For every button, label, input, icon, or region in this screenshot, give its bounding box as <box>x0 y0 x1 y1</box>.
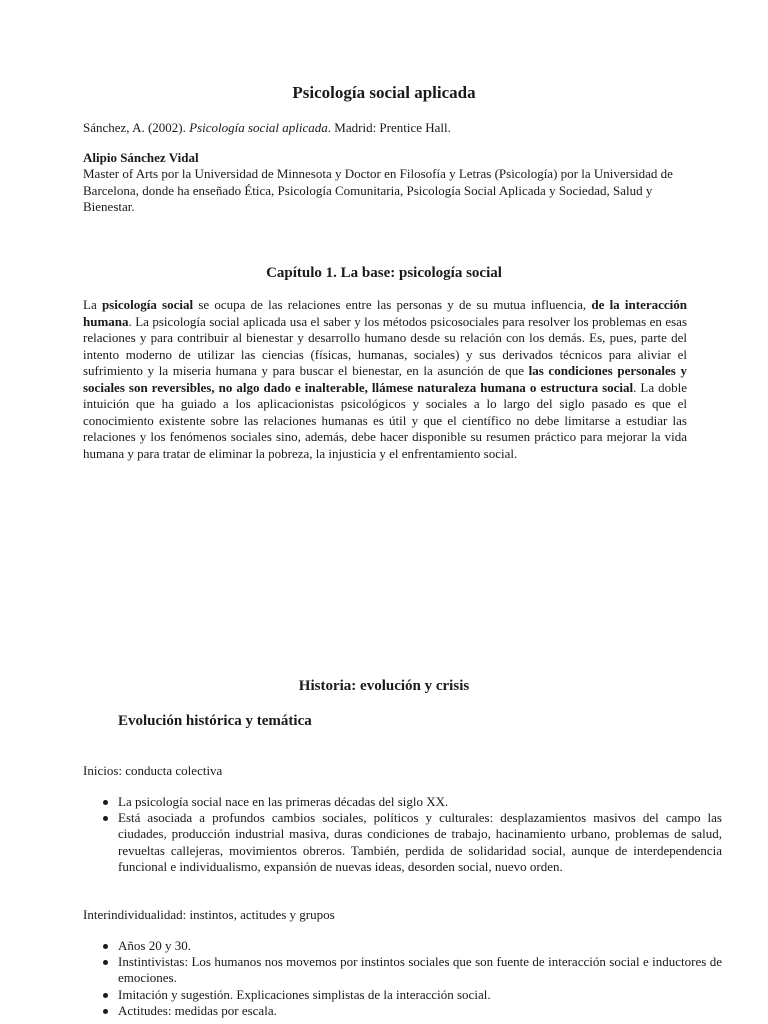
reference-author-year: Sánchez, A. (2002). <box>83 120 190 135</box>
list-item: Actitudes: medidas por escala. <box>118 1003 722 1019</box>
bullet-list-interindividualidad <box>83 938 722 1019</box>
section-title: Historia: evolución y crisis <box>298 678 470 694</box>
author-name: Alipio Sánchez Vidal <box>83 150 199 165</box>
paragraph-text: se ocupa de las relaciones entre las personas y de su mutua influencia, <box>193 297 592 312</box>
reference-publisher: . Madrid: Prentice Hall. <box>327 120 451 135</box>
paragraph-text: . La doble intuición que ha guiado a los aplicacionistas psicológicos y sociales a lo largo del siglo pasado es que el conocimiento existente sobre las relaciones humanas es útil y que el científico no debe limitarse a estudiar las relaciones y los fenómenos sociales sino, además, debe hacer disponible su resumen práctico para mejorar la vida humana y para tratar de eliminar la pobreza, la injusticia y el enfrentamiento social. <box>83 379 687 461</box>
chapter-title: Capítulo 1. La base: psicología social <box>266 265 502 281</box>
bullet-list-inicios <box>83 794 722 875</box>
paragraph-text: . La psicología social aplicada usa el saber y los métodos psicosociales para resolver los problemas en esas relaciones y para contribuir al bienestar y desarrollo humano desde su relación con los demás. Es, pues, parte del intento moderno de utilizar las ciencias (físicas, humanas, sociales) y sus derivados técnicos para aliviar el sufrimiento y la miseria humana y para buscar el bienestar, en la asunción de que <box>83 313 687 378</box>
intro-paragraph <box>83 297 687 462</box>
list-item: Años 20 y 30. <box>118 938 722 954</box>
paragraph-bold-term: las condiciones personales y sociales son reversibles, no algo dado e inalterable, llámese naturaleza humana o estructura social <box>83 363 687 395</box>
author-bio: Master of Arts por la Universidad de Minnesota y Doctor en Filosofía y Letras (Psicología) por la Universidad de Barcelona, donde ha enseñado Ética, Psicología Comunitaria, Psicología Social Aplicada y Sociedad, Salud y Bienestar. <box>83 166 673 214</box>
reference-book-title: Psicología social aplicada <box>189 120 328 135</box>
paragraph-bold-term: psicología social <box>101 297 194 312</box>
subsection-title: Evolución histórica y temática <box>118 713 312 729</box>
list-item: Imitación y sugestión. Explicaciones simplistas de la interacción social. <box>118 987 722 1003</box>
list-item: Está asociada a profundos cambios sociales, políticos y culturales: desplazamientos masivos del campo las ciudades, producción industrial masiva, duras condiciones de trabajo, hacinamiento urbano, problemas de salud, revueltas callejeras, movimientos obreros. También, perdida de solidaridad social, aunque de interdependencia funcional e individualismo, expansión de nuevas ideas, desorden social, nuevo orden. <box>118 810 722 874</box>
list-item: Instintivistas: Los humanos nos movemos por instintos sociales que son fuente de interacción social e inductores de emociones. <box>118 954 722 986</box>
paragraph-text: La <box>83 297 102 312</box>
list-item: La psicología social nace en las primeras décadas del siglo XX. <box>118 794 722 810</box>
group-label-interindividualidad: Interindividualidad: instintos, actitudes y grupos <box>83 907 335 922</box>
group-label-inicios: Inicios: conducta colectiva <box>83 763 223 778</box>
bibliographic-reference <box>83 119 451 136</box>
document-title: Psicología social aplicada <box>292 83 476 102</box>
paragraph-bold-term: de la interacción humana <box>83 297 687 329</box>
